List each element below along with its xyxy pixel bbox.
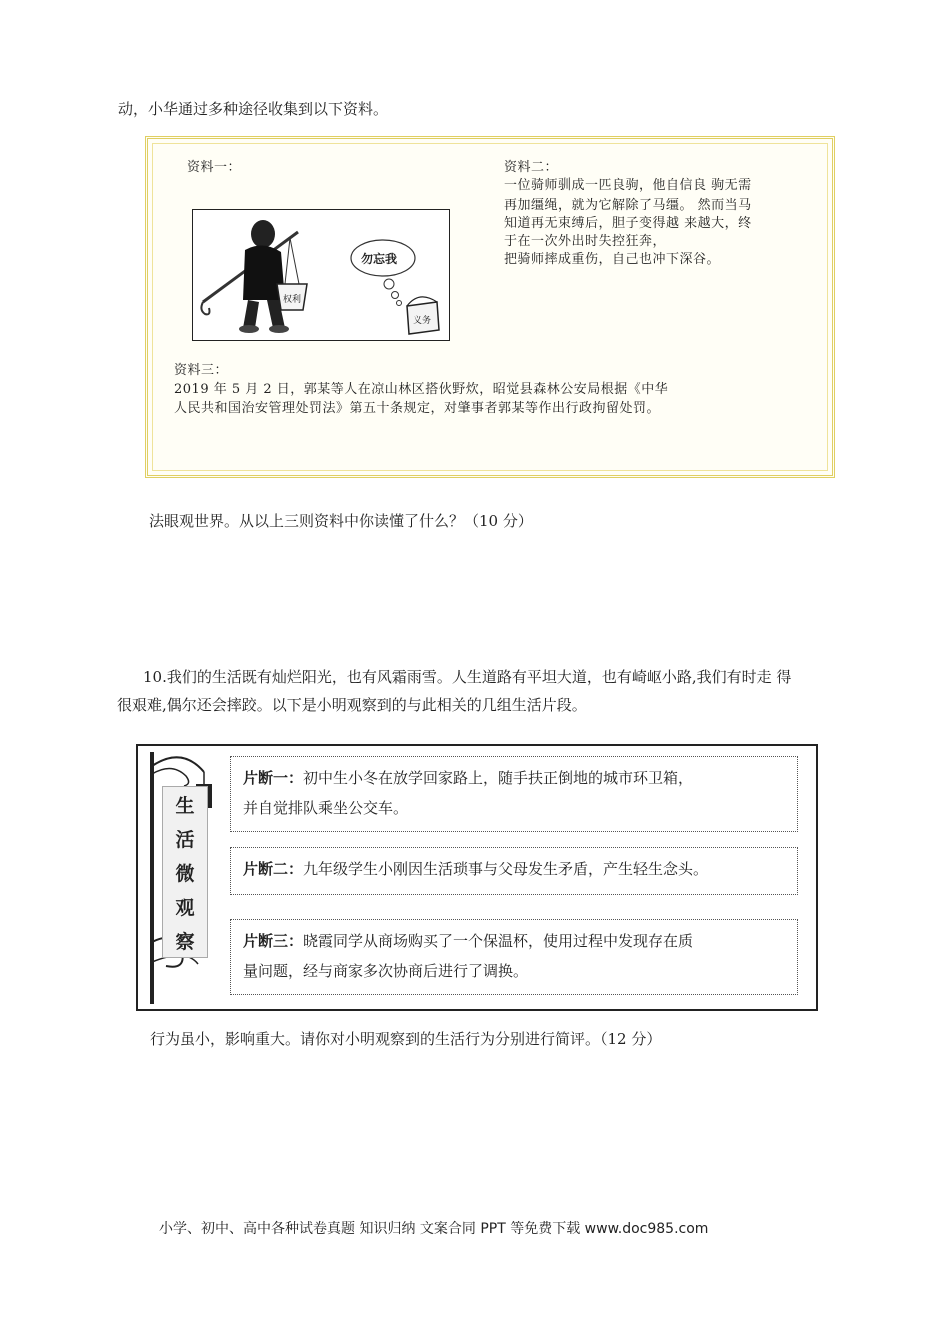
q10-stem-line-2: 很艰难,偶尔还会摔跤。以下是小明观察到的与此相关的几组生活片段。: [117, 696, 587, 714]
title-char-3: 微: [175, 862, 195, 885]
thought-bubble-text: 勿忘我: [361, 252, 398, 266]
material-two-line-1: 一位骑师驯成一匹良驹，他自信良 驹无需: [504, 178, 752, 193]
q10-prompt: 行为虽小，影响重大。请你对小明观察到的生活行为分别进行简评。（12 分）: [150, 1030, 662, 1048]
q9-prompt: 法眼观世界。从以上三则资料中你读懂了什么？（10 分）: [149, 512, 533, 530]
q10-stem-line-1: 10.我们的生活既有灿烂阳光，也有风霜雨雪。人生道路有平坦大道，也有崎岖小路,我们有时走 得: [143, 668, 792, 686]
snippet-one-line-1: 初中生小冬在放学回家路上，随手扶正倒地的城市环卫箱，: [303, 769, 694, 787]
rights-duties-cartoon: [192, 209, 450, 341]
material-two-line-5: 把骑师摔成重伤，自己也冲下深谷。: [504, 252, 721, 267]
title-char-2: 活: [175, 828, 195, 851]
material-three-line-2: 人民共和国治安管理处罚法》第五十条规定，对肇事者郭某等作出行政拘留处罚。: [174, 401, 661, 416]
bucket-duty-label: 义务: [413, 316, 432, 326]
intro-line: 动，小华通过多种途径收集到以下资料。: [118, 100, 389, 118]
snippet-one-label: 片断一：: [243, 769, 304, 787]
snippet-two: [230, 847, 798, 895]
snippet-one: [230, 756, 798, 832]
snippet-three-line-1: 晓霞同学从商场购买了一个保温杯，使用过程中发现存在质: [303, 932, 694, 950]
life-observation-box: [136, 744, 818, 1011]
snippet-three-label: 片断三：: [243, 932, 304, 950]
title-char-4: 观: [175, 896, 195, 919]
snippet-one-line-2: 并自觉排队乘坐公交车。: [243, 799, 409, 817]
snippet-two-label: 片断二：: [243, 860, 304, 878]
bucket-rights-label: 权利: [283, 295, 302, 305]
page-footer: 小学、初中、高中各种试卷真题 知识归纳 文案合同 PPT 等免费下载 www.doc985.com: [159, 1221, 709, 1237]
material-two-line-2: 再加缰绳，就为它解除了马缰。 然而当马: [504, 198, 752, 213]
material-two-line-4: 于在一次外出时失控狂奔，: [504, 234, 667, 249]
material-three-label: 资料三：: [174, 363, 229, 378]
material-two-line-3: 知道再无束缚后，胆子变得越 来越大，终: [504, 216, 752, 231]
title-char-5: 察: [175, 930, 195, 953]
snippet-three-line-2: 量问题，经与商家多次协商后进行了调换。: [243, 962, 529, 980]
snippet-three: [230, 919, 798, 995]
life-observation-title: [162, 786, 208, 958]
title-char-1: 生: [175, 794, 195, 817]
material-one-label: 资料一：: [187, 160, 242, 175]
cartoon-illustration: [193, 210, 448, 339]
material-two-label: 资料二：: [504, 160, 559, 175]
material-three-line-1: 2019 年 5 月 2 日，郭某等人在凉山林区搭伙野炊，昭觉县森林公安局根据《中华: [174, 382, 669, 397]
snippet-two-line-1: 九年级学生小刚因生活琐事与父母发生矛盾，产生轻生念头。: [303, 860, 709, 878]
